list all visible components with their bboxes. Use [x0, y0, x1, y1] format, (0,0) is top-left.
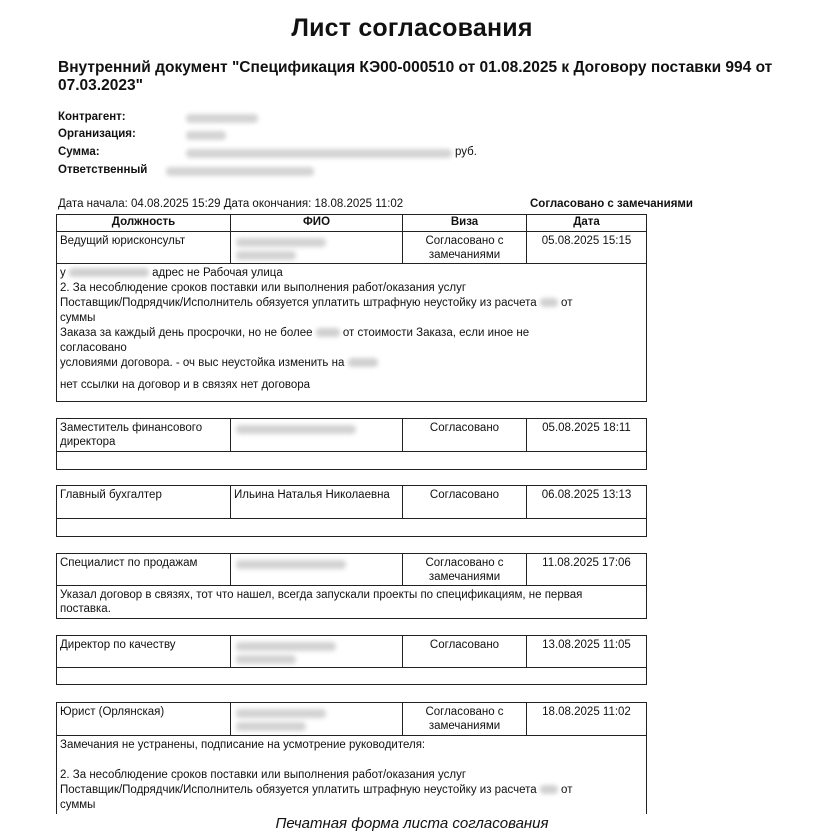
- header-visa: Виза: [403, 215, 527, 231]
- approval-block-4: [56, 553, 647, 619]
- approval-date: 18.08.2025 11:02: [542, 706, 631, 718]
- visa: Согласовано с замечаниями: [403, 232, 527, 263]
- approval-date: 11.08.2025 17:06: [542, 557, 631, 569]
- comment: Замечания не устранены, подписание на усмотрение руководителя: 2. За несоблюдение сроков поставки или выполнения работ/оказания услуг Поставщик/Подрядчик/Исполнитель обязуется уплатить штрафную неустойку из расчета от суммы: [60, 739, 573, 811]
- visa: Согласовано с замечаниями: [403, 554, 527, 585]
- comment: Указал договор в связях, тот что нашел, всегда запускали проекты по спецификациям, не первая поставка.: [60, 589, 583, 615]
- approval-block-6: [56, 702, 647, 814]
- table-row: [57, 703, 646, 736]
- visa: Согласовано с замечаниями: [403, 703, 527, 735]
- fio-redacted: [231, 703, 403, 735]
- approval-date: 05.08.2025 18:11: [542, 422, 631, 434]
- responsible-redacted: [166, 167, 314, 176]
- approval-block-2: [56, 418, 647, 470]
- counterparty-label: Контрагент:: [58, 111, 126, 123]
- position: Заместитель финансового директора: [57, 419, 231, 451]
- document-title: Лист согласования: [291, 14, 533, 42]
- position: Специалист по продажам: [57, 554, 231, 585]
- organization-label: Организация:: [58, 128, 136, 140]
- organization-redacted: [186, 131, 226, 140]
- fio: Ильина Наталья Николаевна: [231, 486, 403, 518]
- header-position: Должность: [57, 215, 231, 231]
- position: Ведущий юрисконсульт: [57, 232, 231, 263]
- sum-currency: руб.: [455, 146, 477, 158]
- approval-block-1: [56, 214, 647, 402]
- approval-dates: Дата начала: 04.08.2025 15:29 Дата окончания: 18.08.2025 11:02: [58, 198, 404, 210]
- comment: у адрес не Рабочая улица 2. За несоблюдение сроков поставки или выполнения работ/оказания услуг Поставщик/Подрядчик/Исполнитель обязуется уплатить штрафную неустойку из расчета от суммы Заказа за каждый день просрочки, но не более от стоимости Заказа, если иное не согласовано условиями договора. - оч выс неустойка изменить на нет ссылки на договор и в связях нет договора: [60, 267, 573, 391]
- table-row: [57, 636, 646, 668]
- approval-date: 05.08.2025 15:15: [541, 235, 632, 247]
- position: Директор по качеству: [57, 636, 231, 667]
- approval-status: Согласовано с замечаниями: [530, 198, 693, 210]
- table-header: [57, 215, 646, 232]
- approval-block-5: [56, 635, 647, 685]
- fio-redacted: [231, 636, 403, 667]
- table-row: [57, 232, 646, 264]
- document-subtitle: Внутренний документ "Спецификация КЭ00-000510 от 01.08.2025 к Договору поставки 994 от 07.03.2023": [58, 59, 773, 94]
- fio-redacted: [231, 554, 403, 585]
- table-row: [57, 419, 646, 452]
- table-row: [57, 554, 646, 586]
- approval-block-3: [56, 485, 647, 537]
- fio-redacted: [231, 419, 403, 451]
- fio-redacted: [231, 232, 403, 263]
- visa: Согласовано: [403, 636, 527, 667]
- figure-caption: Печатная форма листа согласования: [275, 815, 549, 832]
- table-row: [57, 486, 646, 519]
- header-date: Дата: [573, 216, 600, 228]
- sum-redacted: [186, 149, 452, 158]
- sum-label: Сумма:: [58, 146, 100, 158]
- position: Главный бухгалтер: [57, 486, 231, 518]
- visa: Согласовано: [403, 486, 527, 518]
- counterparty-redacted: [186, 114, 258, 123]
- header-fio: ФИО: [231, 215, 403, 231]
- position: Юрист (Орлянская): [57, 703, 231, 735]
- approval-date: 13.08.2025 11:05: [542, 639, 631, 651]
- visa: Согласовано: [403, 419, 527, 451]
- responsible-label: Ответственный: [58, 164, 148, 176]
- approval-date: 06.08.2025 13:13: [541, 489, 632, 501]
